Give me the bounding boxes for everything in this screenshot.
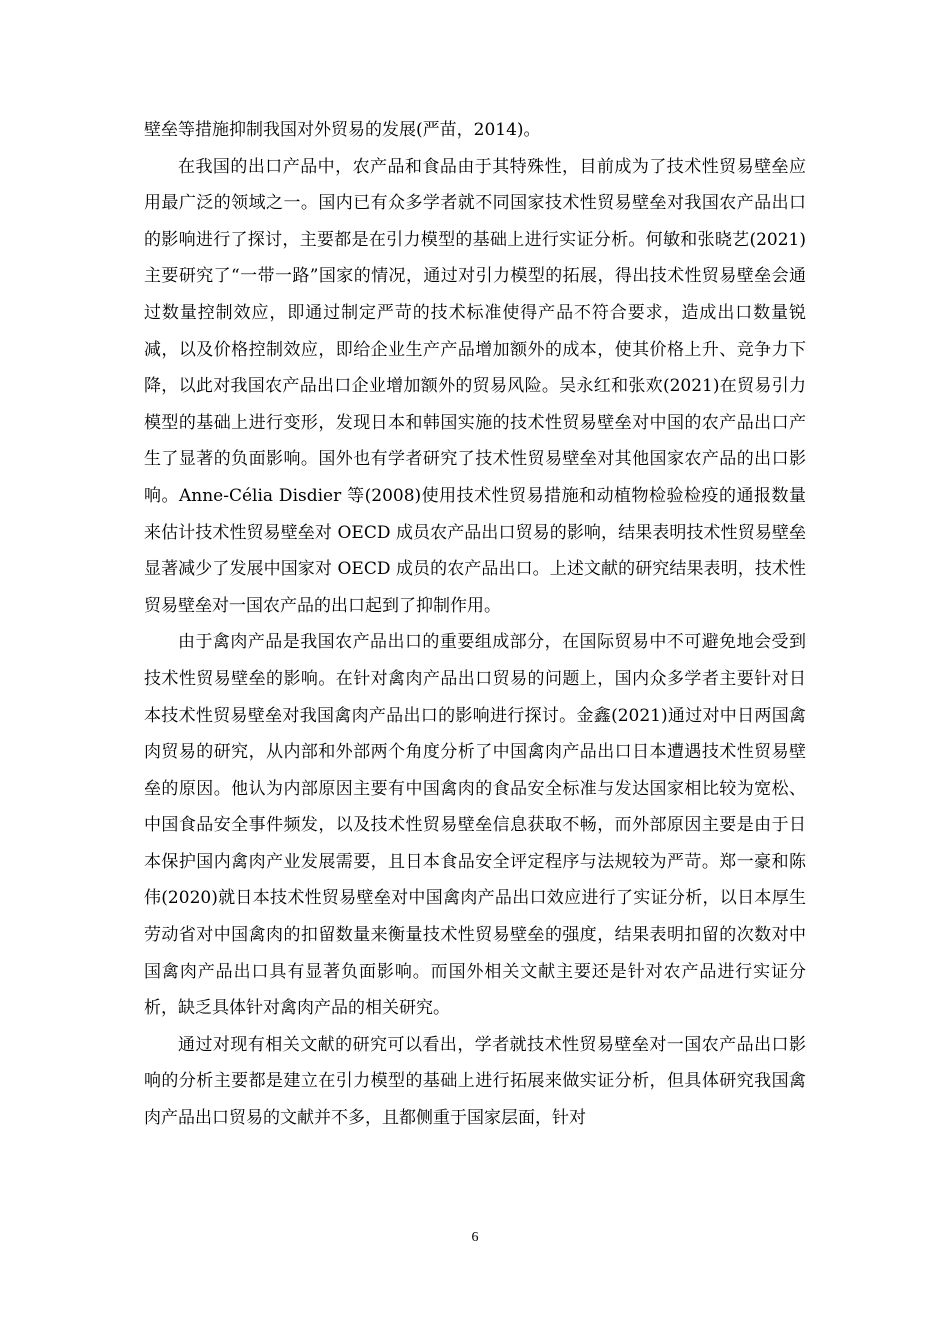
paragraph-continuation: 壁垒等措施抑制我国对外贸易的发展(严苗，2014)。 (144, 120, 541, 140)
paragraph: 在我国的出口产品中，农产品和食品由于其特殊性，目前成为了技术性贸易壁垒应用最广泛的领域之一。国内已有众多学者就不同国家技术性贸易壁垒对我国农产品出口的影响进行了探讨，主要都是在引力模型的基础上进行实证分析。何敏和张晓艺(2021)主要研究了“一带一路”国家的情况，通过对引力模型的拓展，得出技术性贸易壁垒会通过数量控制效应，即通过制定严苛的技术标准使得产品不符合要求，造成出口数量锐减，以及价格控制效应，即给企业生产产品增加额外的成本，使其价格上升、竞争力下降，以此对我国农产品出口企业增加额外的贸易风险。吴永红和张欢(2021)在贸易引力模型的基础上进行变形，发现日本和韩国实施的技术性贸易壁垒对中国的农产品出口产生了显著的负面影响。国外也有学者研究了技术性贸易壁垒对其他国家农产品的出口影响。Anne-Célia Disdier 等(2008)使用技术性贸易措施和动植物检验检疫的通报数量来估计技术性贸易壁垒对 OECD 成员农产品出口贸易的影响，结果表明技术性贸易壁垒显著减少了发展中国家对 OECD 成员的农产品出口。上述文献的研究结果表明，技术性贸易壁垒对一国农产品的出口起到了抑制作用。 (144, 156, 806, 616)
body-text (144, 112, 806, 1137)
paragraph: 由于禽肉产品是我国农产品出口的重要组成部分，在国际贸易中不可避免地会受到技术性贸易壁垒的影响。在针对禽肉产品出口贸易的问题上，国内众多学者主要针对日本技术性贸易壁垒对我国禽肉产品出口的影响进行探讨。金鑫(2021)通过对中日两国禽肉贸易的研究，从内部和外部两个角度分析了中国禽肉产品出口日本遭遇技术性贸易壁垒的原因。他认为内部原因主要有中国禽肉的食品安全标准与发达国家相比较为宽松、中国食品安全事件频发，以及技术性贸易壁垒信息获取不畅，而外部原因主要是由于日本保护国内禽肉产业发展需要，且日本食品安全评定程序与法规较为严苛。郑一豪和陈伟(2020)就日本技术性贸易壁垒对中国禽肉产品出口效应进行了实证分析，以日本厚生劳动省对中国禽肉的扣留数量来衡量技术性贸易壁垒的强度，结果表明扣留的次数对中国禽肉产品出口具有显著负面影响。而国外相关文献主要还是针对农产品进行实证分析，缺乏具体针对禽肉产品的相关研究。 (144, 632, 806, 1019)
page-number: 6 (471, 1230, 479, 1245)
paragraph: 通过对现有相关文献的研究可以看出，学者就技术性贸易壁垒对一国农产品出口影响的分析主要都是建立在引力模型的基础上进行拓展来做实证分析，但具体研究我国禽肉产品出口贸易的文献并不多，且都侧重于国家层面，针对 (144, 1034, 806, 1129)
